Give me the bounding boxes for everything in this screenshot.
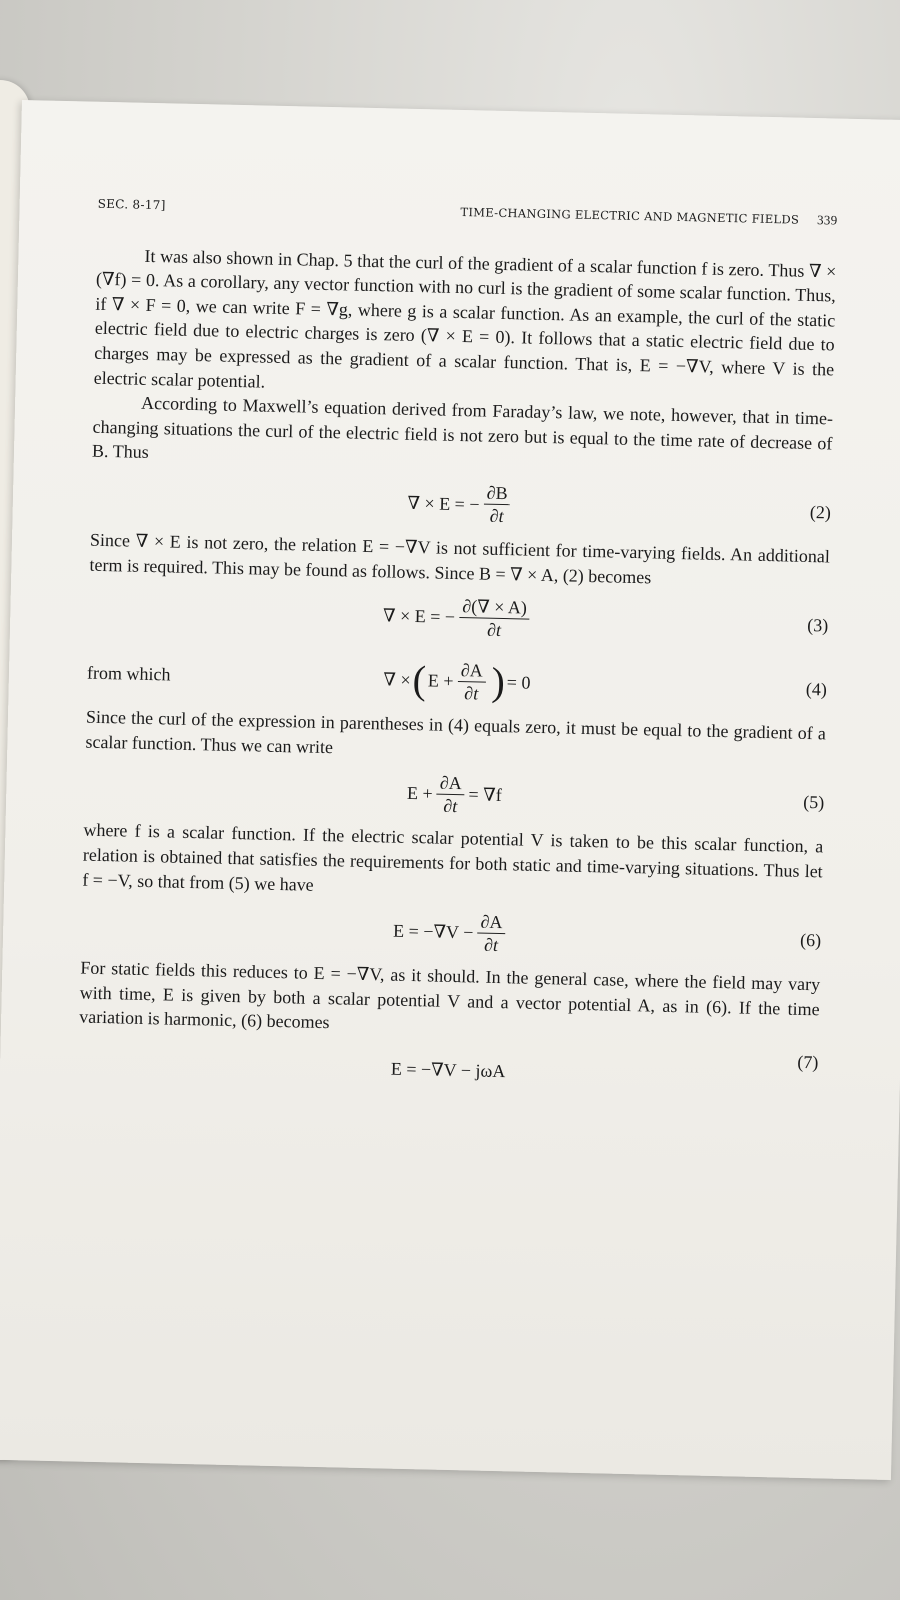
equation-number: (2) [809,501,832,523]
paragraph-6: For static fields this reduces to E = −∇V, as it should. In the general case, where the field may vary with time, E is given by both a scalar potential V and a vector potential A, as in (6). If the time variation is harmonic, (6) becomes [78,957,821,1033]
paragraph-4: Since the curl of the expression in parentheses in (4) equals zero, it must be equal to the gradient of a scalar function. Thus we can write [85,706,827,757]
section-label: SEC. 8-17] [97,196,166,213]
equation-7: E = −∇V − jωA (7) [390,1051,819,1081]
equation-number: (3) [807,614,829,636]
equation-number: (5) [803,791,825,813]
running-title: TIME-CHANGING ELECTRIC AND MAGNETIC FIELDS [460,204,800,227]
equation-number: (4) [805,678,828,700]
equation-5: E + $\frac{\partial A}{\partial t}$ = ∇f (5) [406,772,825,816]
equation-3: ∇ × E = − $\frac{\partial(\nabla \times A)}{\partial t}$ (3) [382,595,829,640]
running-header [97,192,837,233]
page-content [77,192,837,1110]
equation-number: (6) [799,929,822,951]
equation-6: E = −∇V − $\frac{\partial A}{\partial t}$ (6) [392,911,822,955]
book-page [0,100,900,1480]
page-number: 339 [816,212,838,228]
paragraph-3: Since ∇ × E is not zero, the relation E = −∇V is not sufficient for time-varying fields. An additional term is required. This may be found as follows. Since B = ∇ × A, (2) becomes [89,529,831,587]
from-which-label: from which [86,662,171,685]
paragraph-2: According to Maxwell’s equation derived from Faraday’s law, we note, however, that in time-changing situations the curl of the electric field is not zero but is equal to the time rate of decrease of B. Thus [91,392,834,463]
paragraph-5: where f is a scalar function. If the electric scalar potential V is taken to be this scalar function, a relation is obtained that satisfies the requirements for both static and time-varying situations. Thus let f = −V, so that from (5) we have [82,819,824,895]
equation-4: from which ∇ × ( E + $\frac{\partial A}{\partial t}$ ) = 0 (4) [86,657,828,705]
equation-2: ∇ × E = − $\frac{\partial B}{\partial t}$ (2) [407,483,832,527]
equation-number: (7) [797,1051,819,1073]
paragraph-1: It was also shown in Chap. 5 that the curl of the gradient of a scalar function f is zero. Thus ∇ × (∇f) = 0. As a corollary, any vector function with no curl is the gradient of some scalar function. Thus, if ∇ × F = 0, we can write F = ∇g, where g is a scalar function. As an example, the curl of the static electric field due to electric charges is zero (∇ × E = 0). It follows that a static electric field due to charges may be expressed as the gradient of a scalar function. That is, E = −∇V, where V is the electric scalar potential. [93,245,837,392]
